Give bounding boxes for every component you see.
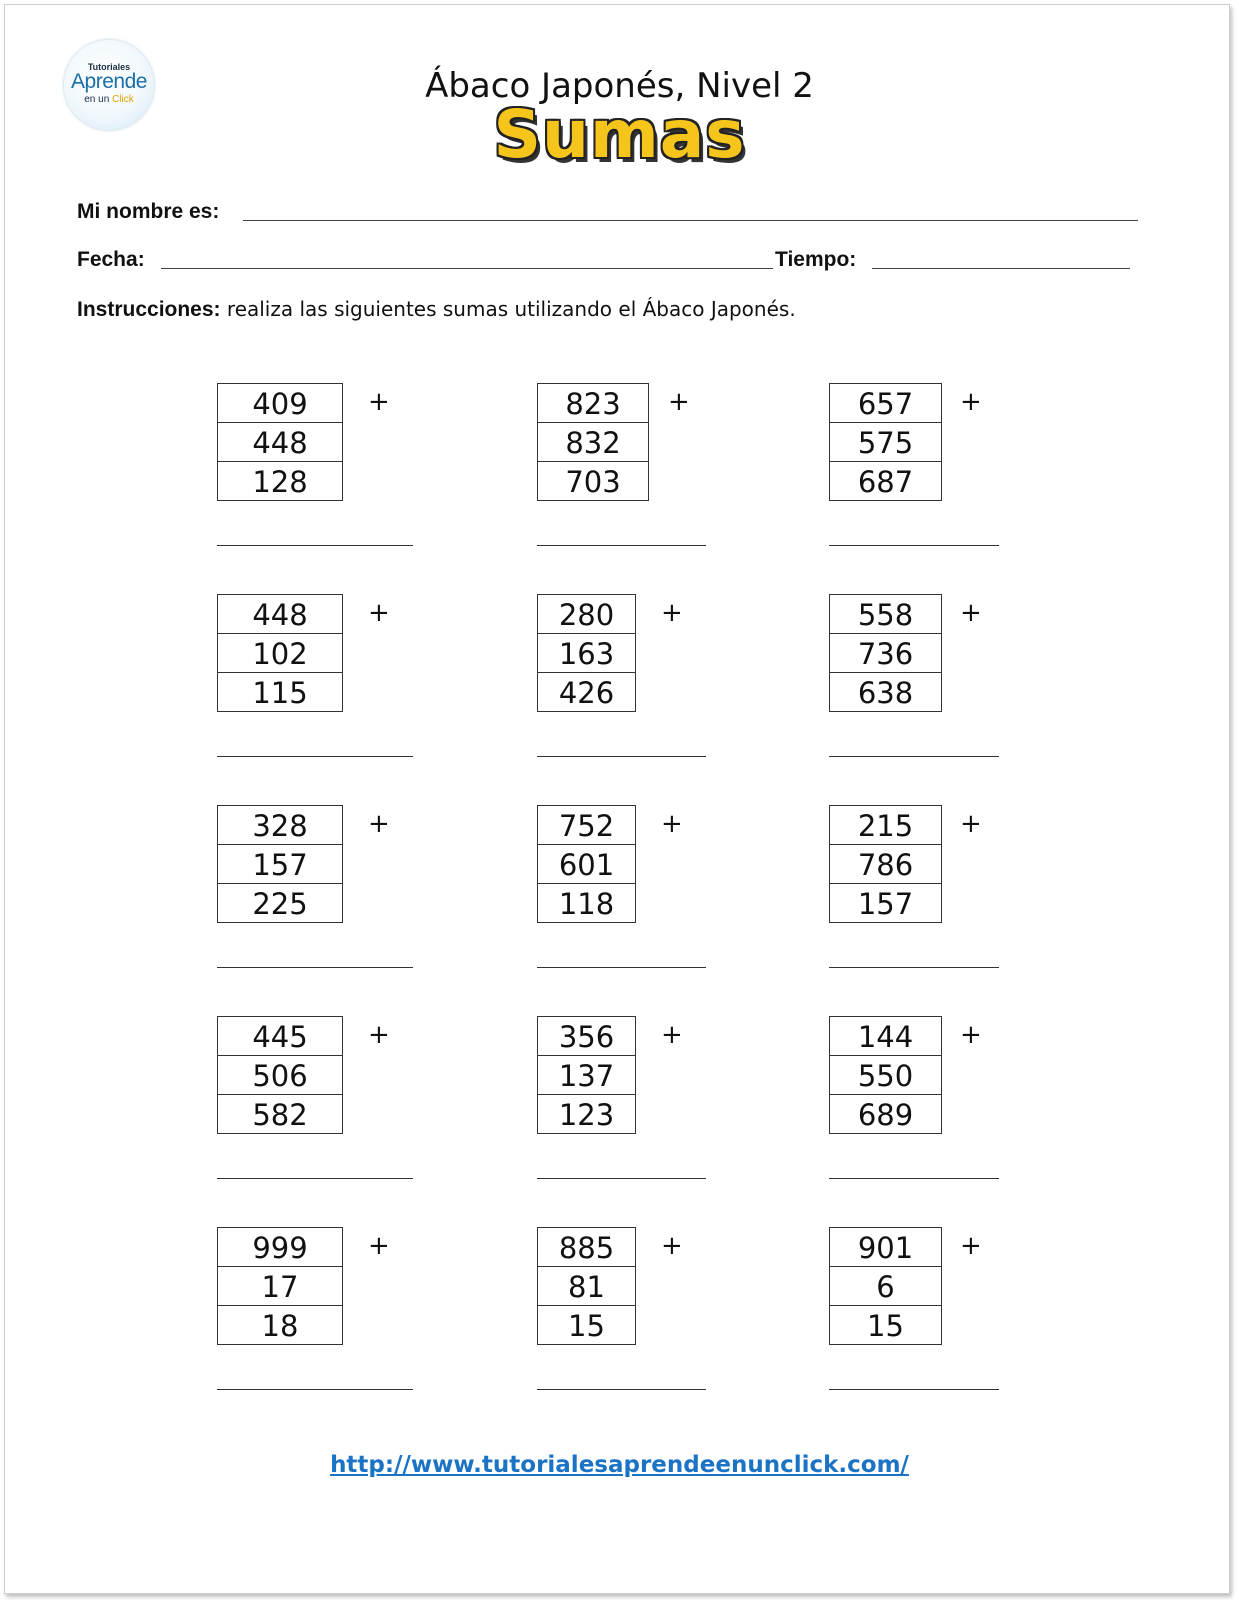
logo-text-aprende: Aprende: [71, 70, 147, 93]
addend: 15: [568, 1309, 605, 1343]
logo-text-click: Click: [112, 94, 134, 105]
plus-sign: +: [960, 1231, 982, 1261]
addend: 582: [252, 1098, 308, 1132]
addend: 786: [830, 845, 941, 884]
name-label: Mi nombre es:: [77, 200, 220, 223]
plus-sign: +: [960, 1020, 982, 1050]
plus-sign: +: [368, 387, 390, 417]
addend: 736: [830, 634, 941, 673]
addends-box: [829, 1227, 942, 1345]
logo-text-tutoriales: Tutoriales: [87, 62, 131, 72]
answer-line[interactable]: [217, 1178, 413, 1179]
addend: 18: [261, 1309, 299, 1343]
addend: 506: [218, 1056, 342, 1095]
addends-box: [829, 383, 942, 501]
addition-problem: [217, 594, 417, 769]
date-label: Fecha:: [77, 248, 145, 271]
addends-box: [217, 1227, 343, 1345]
addend: 601: [538, 845, 635, 884]
addend: 832: [538, 423, 648, 462]
addends-box: [537, 805, 636, 923]
instructions-text: realiza las siguientes sumas utilizando el Ábaco Japonés.: [220, 297, 796, 321]
answer-line[interactable]: [217, 1389, 413, 1390]
answer-line[interactable]: [217, 545, 413, 546]
addend: 885: [538, 1228, 635, 1267]
addends-box: [217, 1016, 343, 1134]
plus-sign: +: [661, 598, 683, 628]
footer-url-link[interactable]: http://www.tutorialesaprendeenunclick.com/: [330, 1452, 909, 1478]
page-title: Ábaco Japonés, Nivel 2: [425, 66, 814, 106]
addend: 901: [830, 1228, 941, 1267]
answer-line[interactable]: [537, 1389, 706, 1390]
answer-line[interactable]: [217, 967, 413, 968]
addend: 157: [218, 845, 342, 884]
addends-box: [217, 805, 343, 923]
plus-sign: +: [661, 1231, 683, 1261]
answer-line[interactable]: [217, 756, 413, 757]
addend: 81: [538, 1267, 635, 1306]
addends-box: [829, 805, 942, 923]
plus-sign: +: [368, 1020, 390, 1050]
plus-sign: +: [368, 809, 390, 839]
plus-sign: +: [368, 1231, 390, 1261]
addend: 6: [830, 1267, 941, 1306]
addend: 118: [558, 887, 615, 921]
addend: 687: [857, 465, 914, 499]
addend: 163: [538, 634, 635, 673]
logo-text-en-un: en un: [84, 94, 110, 105]
addition-problem: [537, 1227, 737, 1402]
addend: 157: [857, 887, 914, 921]
addition-problem: [537, 805, 737, 980]
addend: 328: [218, 806, 342, 845]
addend: 225: [252, 887, 308, 921]
addition-problem: [829, 1227, 1029, 1402]
addends-box: [829, 1016, 942, 1134]
addend: 703: [565, 465, 621, 499]
addition-problem: [829, 594, 1029, 769]
addend: 426: [558, 676, 615, 710]
addends-box: [217, 383, 343, 501]
addend: 575: [830, 423, 941, 462]
addend: 15: [867, 1309, 904, 1343]
plus-sign: +: [661, 1020, 683, 1050]
addends-box: [537, 1016, 636, 1134]
instructions-label: Instrucciones:: [77, 298, 221, 321]
addends-box: [829, 594, 942, 712]
addend: 102: [218, 634, 342, 673]
answer-line[interactable]: [537, 756, 706, 757]
plus-sign: +: [368, 598, 390, 628]
plus-sign: +: [960, 387, 982, 417]
time-label: Tiempo:: [775, 248, 857, 271]
plus-sign: +: [960, 598, 982, 628]
addend: 999: [218, 1228, 342, 1267]
plus-sign: +: [668, 387, 690, 417]
addend: 123: [558, 1098, 615, 1132]
addend: 409: [218, 384, 342, 423]
answer-line[interactable]: [829, 756, 999, 757]
addend: 657: [830, 384, 941, 423]
addends-box: [217, 594, 343, 712]
addend: 215: [830, 806, 941, 845]
addend: 280: [538, 595, 635, 634]
addends-box: [537, 1227, 636, 1345]
addend: 448: [218, 423, 342, 462]
answer-line[interactable]: [537, 967, 706, 968]
answer-line[interactable]: [829, 1389, 999, 1390]
addend: 137: [538, 1056, 635, 1095]
addends-box: [537, 594, 636, 712]
answer-line[interactable]: [829, 1178, 999, 1179]
addend: 550: [830, 1056, 941, 1095]
addition-problem: [829, 1016, 1029, 1191]
addition-problem: [217, 805, 417, 980]
addition-problem: [217, 383, 417, 558]
time-field[interactable]: [872, 268, 1130, 269]
instructions: [77, 297, 796, 322]
addend: 638: [857, 676, 914, 710]
name-field[interactable]: [243, 220, 1138, 221]
addition-problem: [217, 1227, 417, 1402]
addition-problem: [829, 383, 1029, 558]
addend: 128: [252, 465, 308, 499]
addends-box: [537, 383, 649, 501]
addend: 115: [252, 676, 308, 710]
addition-problem: [537, 594, 737, 769]
addend: 448: [218, 595, 342, 634]
plus-sign: +: [661, 809, 683, 839]
answer-line[interactable]: [537, 1178, 706, 1179]
addend: 445: [218, 1017, 342, 1056]
page-subtitle: Sumas: [493, 96, 746, 173]
addend: 17: [218, 1267, 342, 1306]
addend: 689: [857, 1098, 914, 1132]
date-field[interactable]: [161, 268, 773, 269]
addition-problem: [217, 1016, 417, 1191]
answer-line[interactable]: [829, 545, 999, 546]
addend: 558: [830, 595, 941, 634]
addition-problem: [537, 1016, 737, 1191]
addition-problem: [829, 805, 1029, 980]
answer-line[interactable]: [829, 967, 999, 968]
addend: 823: [538, 384, 648, 423]
addend: 752: [538, 806, 635, 845]
addend: 356: [538, 1017, 635, 1056]
addition-problem: [537, 383, 737, 558]
plus-sign: +: [960, 809, 982, 839]
addend: 144: [830, 1017, 941, 1056]
answer-line[interactable]: [537, 545, 706, 546]
